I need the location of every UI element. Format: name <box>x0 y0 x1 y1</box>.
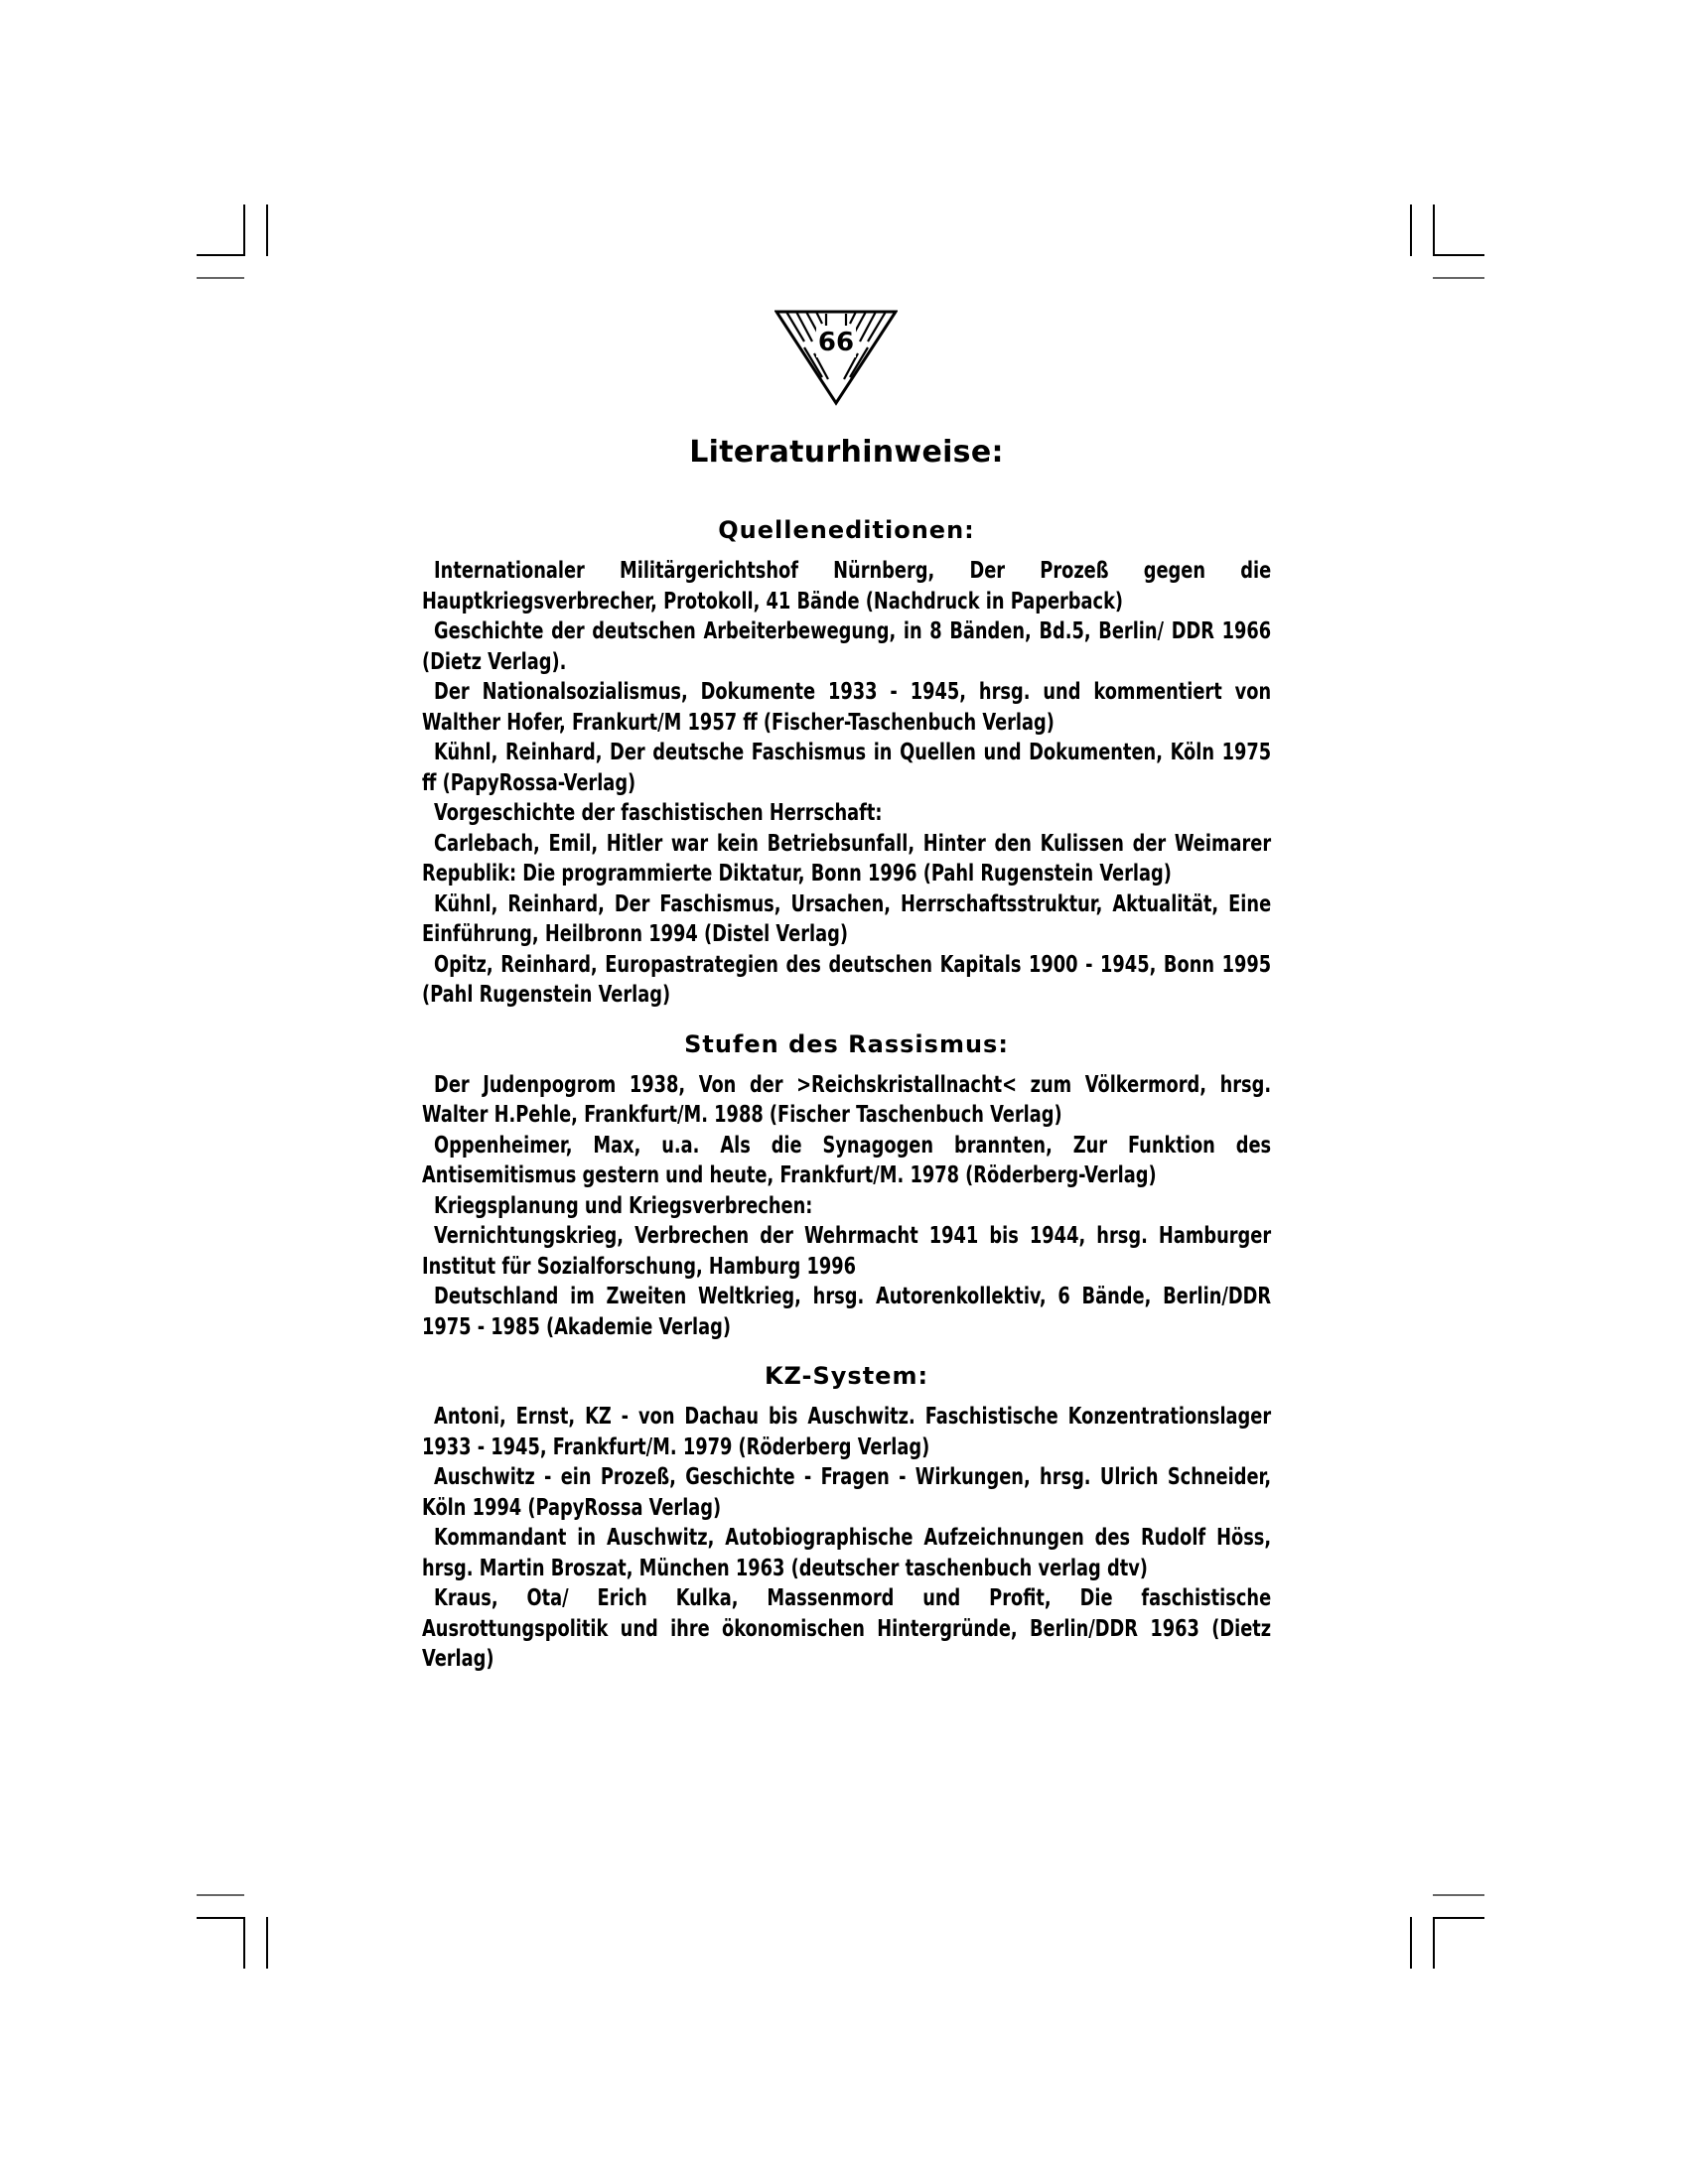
section-stufen-des-rassismus <box>422 1028 1271 1343</box>
subsection-label: Kriegsplanung und Kriegsverbrechen: <box>434 1192 813 1219</box>
crop-mark-bottom-left-horizontal <box>197 1917 244 1919</box>
bibliography-entry: Internationaler Militärgerichtshof Nürnberg, Der Prozeß gegen die Hauptkriegsverbrecher, Protokoll, 41 Bände (Nachdruck in Paperback) <box>422 558 1272 614</box>
bibliography-entry: Auschwitz - ein Prozeß, Geschichte - Fragen - Wirkungen, hrsg. Ulrich Schneider, Köln 1994 (PapyRossa Verlag) <box>422 1464 1272 1521</box>
subsection-label: Vorgeschichte der faschistischen Herrschaft: <box>434 800 883 826</box>
page-number-triangle-icon <box>774 308 898 407</box>
bibliography-entry: Antoni, Ernst, KZ - von Dachau bis Auschwitz. Faschistische Konzentrationslager 1933 - 1945, Frankfurt/M. 1979 (Röderberg Verlag) <box>422 1404 1272 1460</box>
bibliography <box>422 433 1271 1693</box>
bibliography-entry: Deutschland im Zweiten Weltkrieg, hrsg. Autorenkollektiv, 6 Bände, Berlin/DDR 1975 - 1985 (Akademie Verlag) <box>422 1284 1272 1340</box>
crop-mark-top-right-vertical <box>1433 205 1435 256</box>
section-heading: KZ-System: <box>764 1362 929 1390</box>
crop-mark-bottom-right-vertical-outer <box>1410 1917 1412 1969</box>
crop-mark-bottom-left-vertical-outer <box>266 1917 268 1969</box>
page-title: Literaturhinweise: <box>689 435 1004 470</box>
bibliography-entry: Der Judenpogrom 1938, Von der >Reichskristallnacht< zum Völkermord, hrsg. Walter H.Pehle, Frankfurt/M. 1988 (Fischer Taschenbuch Verlag) <box>422 1071 1272 1128</box>
bibliography-entry: Kühnl, Reinhard, Der deutsche Faschismus in Quellen und Dokumenten, Köln 1975 ff (PapyRossa-Verlag) <box>422 740 1272 796</box>
page-number: 66 <box>817 328 855 357</box>
bibliography-entry: Der Nationalsozialismus, Dokumente 1933 - 1945, hrsg. und kommentiert von Walther Hofer, Frankurt/M 1957 ff (Fischer-Taschenbuch Verlag) <box>422 679 1272 736</box>
bibliography-entry: Kommandant in Auschwitz, Autobiographische Aufzeichnungen des Rudolf Höss, hrsg. Martin Broszat, München 1963 (deutscher taschenbuch verlag dtv) <box>422 1525 1272 1581</box>
section-quelleneditionen <box>422 514 1271 1011</box>
bibliography-entry: Kraus, Ota/ Erich Kulka, Massenmord und Profit, Die faschistische Ausrottungspolitik und ihre ökonomischen Hintergründe, Berlin/DDR 1963 (Dietz Verlag) <box>422 1585 1272 1672</box>
bibliography-entry: Kühnl, Reinhard, Der Faschismus, Ursachen, Herrschaftsstruktur, Aktualität, Eine Einführung, Heilbronn 1994 (Distel Verlag) <box>422 890 1272 947</box>
crop-mark-top-left-horizontal-outer <box>197 277 244 279</box>
crop-mark-top-right-horizontal-outer <box>1433 277 1484 279</box>
section-kz-system <box>422 1360 1271 1675</box>
section-heading: Stufen des Rassismus: <box>684 1029 1009 1058</box>
section-heading: Quelleneditionen: <box>718 516 975 544</box>
crop-mark-bottom-right-vertical <box>1433 1917 1435 1969</box>
crop-mark-top-left-vertical <box>243 205 245 256</box>
bibliography-entry: Carlebach, Emil, Hitler war kein Betriebsunfall, Hinter den Kulissen der Weimarer Republik: Die programmierte Diktatur, Bonn 1996 (Pahl Rugenstein Verlag) <box>422 830 1272 887</box>
crop-mark-bottom-left-horizontal-outer <box>197 1894 244 1896</box>
crop-mark-bottom-left-vertical <box>243 1917 245 1969</box>
crop-mark-bottom-right-horizontal <box>1433 1917 1484 1919</box>
crop-mark-top-left-horizontal <box>197 254 244 256</box>
bibliography-entry: Vernichtungskrieg, Verbrechen der Wehrmacht 1941 bis 1944, hrsg. Hamburger Institut für Sozialforschung, Hamburg 1996 <box>422 1223 1272 1280</box>
crop-mark-top-right-horizontal <box>1433 254 1484 256</box>
bibliography-entry: Opitz, Reinhard, Europastrategien des deutschen Kapitals 1900 - 1945, Bonn 1995 (Pahl Rugenstein Verlag) <box>422 951 1272 1008</box>
crop-mark-top-right-vertical-outer <box>1410 205 1412 256</box>
crop-mark-top-left-vertical-outer <box>266 205 268 256</box>
crop-mark-bottom-right-horizontal-outer <box>1433 1894 1484 1896</box>
bibliography-entry: Oppenheimer, Max, u.a. Als die Synagogen brannten, Zur Funktion des Antisemitismus gestern und heute, Frankfurt/M. 1978 (Röderberg-Verlag) <box>422 1132 1272 1188</box>
bibliography-entry: Geschichte der deutschen Arbeiterbewegung, in 8 Bänden, Bd.5, Berlin/ DDR 1966 (Dietz Verlag). <box>422 618 1272 675</box>
